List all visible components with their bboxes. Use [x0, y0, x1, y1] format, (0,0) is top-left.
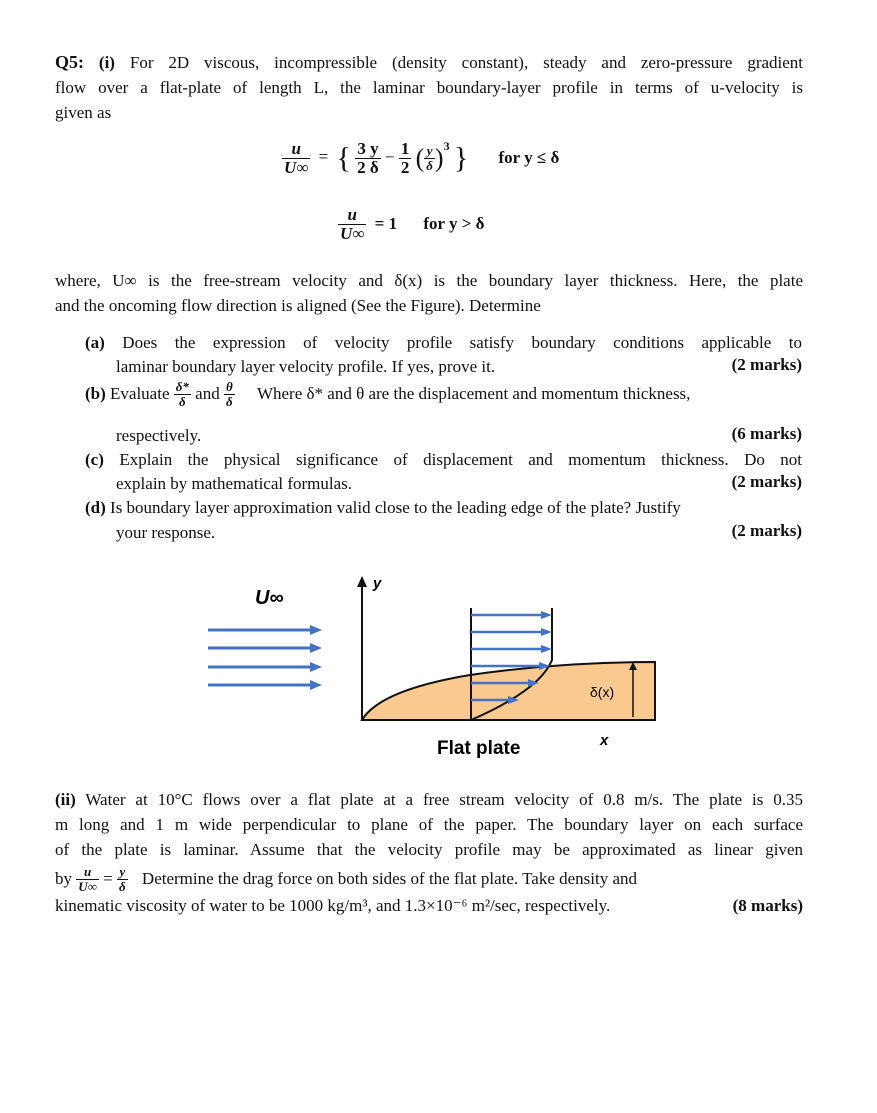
free-stream-arrowhead	[310, 662, 322, 672]
part-b-label: (b)	[85, 383, 106, 403]
y-axis-label: y	[373, 575, 382, 592]
eq1-right-paren: )	[434, 143, 444, 173]
part-b-f2-num: θ	[225, 379, 233, 394]
part-ii-by: by	[55, 869, 72, 889]
x-axis-label: x	[600, 732, 609, 749]
eq1-lhs-fraction	[282, 140, 310, 177]
where-line-1: where, U∞ is the free-stream velocity and δ(x) is the boundary layer thickness. Here, the plate	[55, 271, 803, 290]
eq1-term2-fraction	[399, 140, 412, 177]
eq2-rhs: = 1	[374, 214, 398, 234]
free-stream-arrowhead	[310, 625, 322, 635]
eq2-lhs-den: U∞	[340, 223, 365, 243]
part-ii-f2-den: δ	[119, 878, 126, 894]
eq1-term2-num: 1	[400, 139, 410, 158]
part-ii-line-5-row	[55, 893, 803, 918]
part-b-f1-num: δ*	[175, 379, 189, 394]
part-d-text: Is boundary layer approximation valid close to the leading edge of the plate? Justify	[110, 498, 681, 517]
part-a-text: Does the expression of velocity profile satisfy boundary conditions applicable to	[122, 333, 803, 352]
part-b-text: Where δ* and θ are the displacement and momentum thickness,	[256, 383, 691, 403]
part-ii-marks: (8 marks)	[732, 896, 803, 916]
part-c-label: (c)	[85, 450, 104, 469]
part-c-line-1	[85, 448, 802, 473]
boundary-layer-figure	[0, 560, 877, 770]
intro-paragraph	[55, 50, 803, 125]
part-i-label: (i)	[98, 53, 115, 72]
free-stream-arrowhead	[310, 680, 322, 690]
eq2-lhs-num: u	[338, 206, 366, 225]
part-a-line-1	[85, 331, 802, 356]
free-stream-arrowhead	[310, 643, 322, 653]
eq1-minus: −	[384, 147, 395, 167]
where-paragraph	[55, 268, 803, 318]
part-a-marks: (2 marks)	[731, 355, 802, 374]
eq1-term1-fraction	[355, 140, 381, 177]
intro-line-3: given as	[55, 103, 112, 122]
part-c-line-2: explain by mathematical formulas.	[116, 474, 353, 493]
part-c-marks: (2 marks)	[731, 472, 802, 491]
eq1-term1-den: 2 δ	[357, 157, 379, 177]
flat-plate-label: Flat plate	[437, 738, 521, 759]
part-d-line-2: your response.	[116, 523, 216, 542]
eq1-ratio-fraction	[424, 144, 435, 172]
eq1-ratio-num: y	[424, 144, 435, 159]
eq2-condition: for y > δ	[423, 214, 485, 234]
part-a-label: (a)	[85, 333, 105, 352]
part-d-label: (d)	[85, 498, 106, 517]
intro-line-2: flow over a flat-plate of length L, the laminar boundary-layer profile in terms of u-velocity is	[55, 78, 803, 97]
eq1-lhs-num: u	[282, 140, 310, 159]
part-b-f2-den: δ	[226, 393, 233, 409]
eq1-right-brace: }	[453, 141, 469, 175]
eq1-left-paren: (	[415, 143, 425, 173]
part-ii-line-5: kinematic viscosity of water to be 1000 kg/m³, and 1.3×10⁻⁶ m²/sec, respectively.	[55, 896, 611, 916]
delta-x-label: δ(x)	[590, 684, 615, 700]
part-ii-line-1: Water at 10°C flows over a flat plate at a free stream velocity of 0.8 m/s. The plate is 0.35	[85, 790, 803, 809]
part-b-fraction-1	[174, 380, 191, 408]
part-ii-line-2: m long and 1 m wide perpendicular to plane of the paper. The boundary layer on each surface	[55, 815, 803, 834]
eq1-power: 3	[443, 138, 450, 153]
eq1-left-brace: {	[336, 141, 351, 175]
eq1-equals: =	[318, 147, 329, 167]
part-c-text: Explain the physical significance of displacement and momentum thickness. Do not	[119, 450, 803, 469]
part-ii-eq: =	[103, 869, 113, 889]
intro-line-1: For 2D viscous, incompressible (density constant), steady and zero-pressure gradient	[129, 53, 804, 72]
part-ii-line-4-rest: Determine the drag force on both sides of the flat plate. Take density and	[141, 869, 638, 889]
part-ii-paragraph	[55, 787, 803, 918]
u-infinity-label: U∞	[255, 587, 284, 609]
part-ii-fraction-1	[76, 865, 99, 893]
profile-arrowhead	[541, 611, 552, 619]
eq1-ratio-den: δ	[426, 157, 433, 173]
part-b-evaluate: Evaluate	[110, 383, 170, 403]
free-stream-arrows	[208, 625, 322, 690]
equation-2	[338, 206, 485, 243]
part-b-fraction-2	[224, 380, 235, 408]
profile-arrowhead	[541, 645, 552, 653]
part-ii-fraction-2	[117, 865, 128, 893]
part-ii-line-4	[55, 864, 803, 893]
part-ii-f2-num: y	[117, 865, 128, 880]
y-axis-arrowhead	[357, 576, 367, 587]
profile-arrowhead	[541, 628, 552, 636]
part-b-marks: (6 marks)	[731, 424, 802, 443]
where-line-2: and the oncoming flow direction is aligned (See the Figure). Determine	[55, 296, 541, 315]
part-ii-f-den: U∞	[78, 878, 97, 894]
part-b-f1-den: δ	[179, 393, 186, 409]
part-d-line-1	[85, 496, 802, 521]
part-a-line-2: laminar boundary layer velocity profile. If yes, prove it.	[116, 357, 496, 376]
eq1-condition: for y ≤ δ	[498, 148, 560, 168]
part-b-line-1	[85, 380, 802, 408]
part-ii-f-num: u	[76, 865, 99, 880]
part-d-marks: (2 marks)	[731, 521, 802, 540]
equation-1	[282, 140, 559, 177]
question-number: Q5:	[55, 52, 84, 72]
part-ii-line-3: of the plate is laminar. Assume that the velocity profile may be approximated as linear given	[55, 840, 803, 859]
eq1-term2-den: 2	[400, 157, 410, 177]
part-b-and: and	[195, 383, 220, 403]
eq2-lhs-fraction	[338, 206, 366, 243]
eq1-term1-num: 3 y	[355, 140, 381, 159]
part-b-line-2: respectively.	[116, 426, 202, 445]
eq1-lhs-den: U∞	[284, 157, 309, 177]
part-ii-label: (ii)	[55, 790, 76, 809]
